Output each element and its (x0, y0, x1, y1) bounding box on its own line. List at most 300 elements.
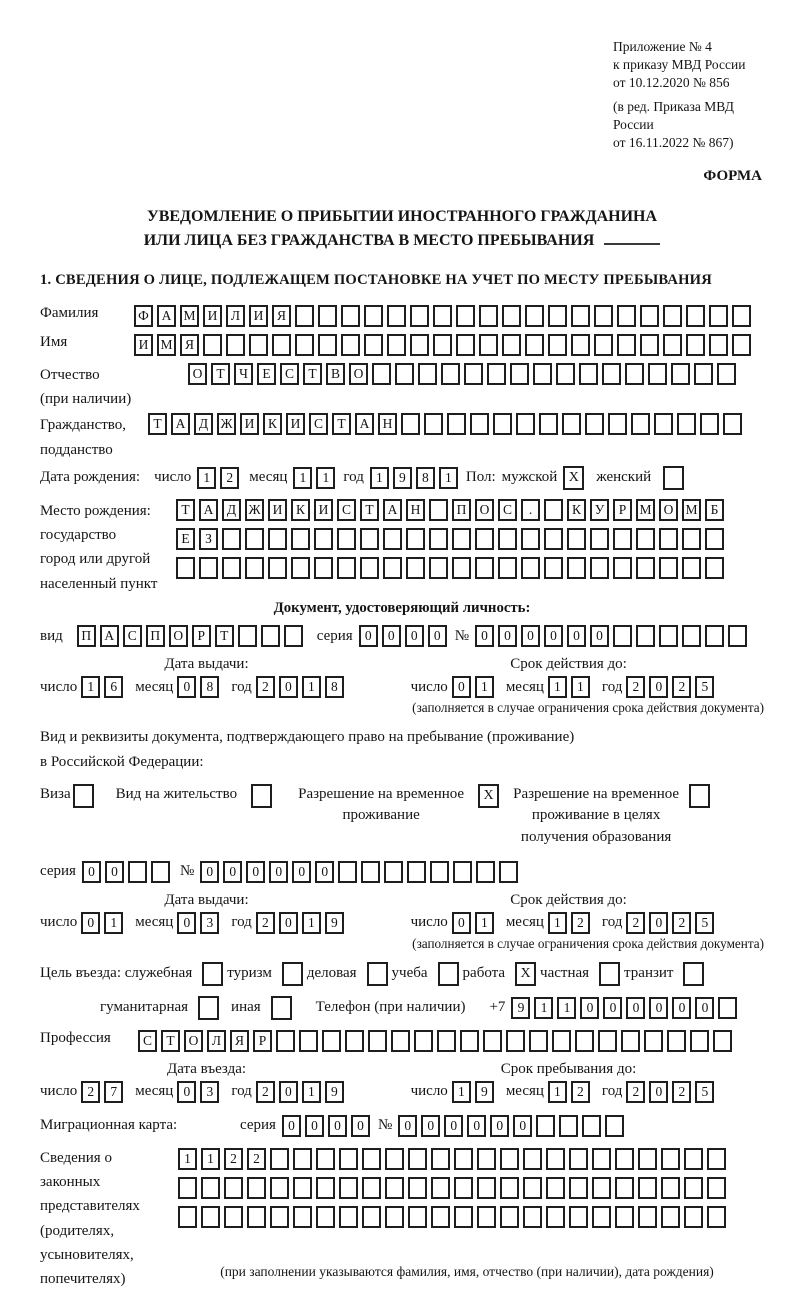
char-box[interactable] (569, 1148, 588, 1170)
char-box[interactable] (682, 528, 701, 550)
stay-year[interactable] (626, 1081, 718, 1103)
char-box[interactable]: 2 (256, 912, 275, 934)
char-box[interactable]: Н (406, 499, 425, 521)
char-box[interactable] (339, 1177, 358, 1199)
char-box[interactable] (361, 861, 380, 883)
char-box[interactable]: И (314, 499, 333, 521)
representatives-cells-row3[interactable] (178, 1206, 730, 1228)
char-box[interactable] (270, 1177, 289, 1199)
char-box[interactable] (663, 305, 682, 327)
char-box[interactable]: А (199, 499, 218, 521)
char-box[interactable]: Ж (245, 499, 264, 521)
char-box[interactable]: И (203, 305, 222, 327)
char-box[interactable]: 8 (325, 676, 344, 698)
char-box[interactable]: П (77, 625, 96, 647)
char-box[interactable] (617, 334, 636, 356)
char-box[interactable] (295, 305, 314, 327)
char-box[interactable] (636, 625, 655, 647)
char-box[interactable] (316, 1206, 335, 1228)
char-box[interactable] (224, 1206, 243, 1228)
char-box[interactable] (533, 363, 552, 385)
char-box[interactable] (661, 1148, 680, 1170)
char-box[interactable] (506, 1030, 525, 1052)
char-box[interactable]: О (169, 625, 188, 647)
char-box[interactable] (569, 1177, 588, 1199)
char-box[interactable] (339, 1206, 358, 1228)
char-box[interactable] (477, 1206, 496, 1228)
char-box[interactable] (226, 334, 245, 356)
char-box[interactable]: 0 (105, 861, 124, 883)
char-box[interactable] (638, 1177, 657, 1199)
char-box[interactable] (464, 363, 483, 385)
char-box[interactable]: 3 (200, 912, 219, 934)
char-box[interactable] (385, 1148, 404, 1170)
char-box[interactable] (615, 1206, 634, 1228)
char-box[interactable]: 9 (511, 997, 530, 1019)
char-box[interactable] (429, 557, 448, 579)
char-box[interactable]: 1 (81, 676, 100, 698)
char-box[interactable]: С (280, 363, 299, 385)
char-box[interactable] (717, 363, 736, 385)
residence-valid-day[interactable] (452, 912, 498, 934)
stay-day[interactable] (452, 1081, 498, 1103)
char-box[interactable] (732, 334, 751, 356)
char-box[interactable] (401, 413, 420, 435)
char-box[interactable]: 1 (557, 997, 576, 1019)
char-box[interactable] (387, 334, 406, 356)
birth-year-cells[interactable] (370, 467, 462, 489)
doc-kind-cells[interactable] (77, 625, 307, 647)
char-box[interactable] (384, 861, 403, 883)
purpose-humanitarian-checkbox[interactable] (198, 996, 219, 1020)
char-box[interactable] (539, 413, 558, 435)
char-box[interactable] (470, 413, 489, 435)
char-box[interactable] (475, 557, 494, 579)
char-box[interactable]: 2 (626, 912, 645, 934)
char-box[interactable]: Л (226, 305, 245, 327)
purpose-official-checkbox[interactable] (202, 962, 223, 986)
char-box[interactable]: Т (360, 499, 379, 521)
char-box[interactable] (644, 1030, 663, 1052)
char-box[interactable] (579, 363, 598, 385)
char-box[interactable] (567, 557, 586, 579)
char-box[interactable]: 1 (548, 1081, 567, 1103)
char-box[interactable] (663, 334, 682, 356)
char-box[interactable] (523, 1148, 542, 1170)
char-box[interactable]: 0 (269, 861, 288, 883)
residence-issue-day[interactable] (81, 912, 127, 934)
char-box[interactable] (544, 499, 563, 521)
char-box[interactable]: И (134, 334, 153, 356)
char-box[interactable] (705, 625, 724, 647)
char-box[interactable]: 0 (359, 625, 378, 647)
char-box[interactable]: 1 (548, 912, 567, 934)
char-box[interactable]: С (123, 625, 142, 647)
char-box[interactable] (433, 305, 452, 327)
char-box[interactable] (487, 363, 506, 385)
char-box[interactable]: 3 (200, 1081, 219, 1103)
doc-valid-day[interactable] (452, 676, 498, 698)
char-box[interactable]: 0 (672, 997, 691, 1019)
char-box[interactable] (316, 1177, 335, 1199)
char-box[interactable] (383, 557, 402, 579)
char-box[interactable] (638, 1206, 657, 1228)
char-box[interactable] (276, 1030, 295, 1052)
char-box[interactable] (479, 334, 498, 356)
char-box[interactable] (372, 363, 391, 385)
char-box[interactable]: 1 (534, 997, 553, 1019)
char-box[interactable]: 0 (315, 861, 334, 883)
char-box[interactable] (431, 1148, 450, 1170)
char-box[interactable] (571, 305, 590, 327)
char-box[interactable]: И (240, 413, 259, 435)
sex-male-checkbox[interactable]: X (563, 466, 584, 490)
char-box[interactable]: 0 (246, 861, 265, 883)
char-box[interactable] (408, 1177, 427, 1199)
char-box[interactable]: О (188, 363, 207, 385)
doc-issue-day[interactable] (81, 676, 127, 698)
char-box[interactable] (452, 528, 471, 550)
char-box[interactable] (383, 528, 402, 550)
char-box[interactable]: 0 (452, 676, 471, 698)
char-box[interactable]: 0 (279, 676, 298, 698)
char-box[interactable]: 1 (293, 467, 312, 489)
char-box[interactable] (222, 557, 241, 579)
birth-month-cells[interactable] (293, 467, 339, 489)
char-box[interactable] (516, 413, 535, 435)
char-box[interactable] (249, 334, 268, 356)
visa-checkbox[interactable] (73, 784, 94, 808)
char-box[interactable] (429, 499, 448, 521)
char-box[interactable] (684, 1148, 703, 1170)
char-box[interactable]: Б (705, 499, 724, 521)
char-box[interactable]: 0 (513, 1115, 532, 1137)
char-box[interactable] (723, 413, 742, 435)
char-box[interactable]: К (567, 499, 586, 521)
char-box[interactable] (523, 1206, 542, 1228)
char-box[interactable]: Ф (134, 305, 153, 327)
doc-valid-month[interactable] (548, 676, 594, 698)
char-box[interactable]: 8 (200, 676, 219, 698)
char-box[interactable] (707, 1206, 726, 1228)
char-box[interactable] (499, 861, 518, 883)
char-box[interactable] (475, 528, 494, 550)
char-box[interactable]: 2 (571, 1081, 590, 1103)
migration-series-cells[interactable] (282, 1115, 374, 1137)
char-box[interactable] (556, 363, 575, 385)
char-box[interactable] (291, 528, 310, 550)
temp-residence-education-checkbox[interactable] (689, 784, 710, 808)
char-box[interactable] (659, 557, 678, 579)
char-box[interactable] (569, 1206, 588, 1228)
char-box[interactable]: 2 (256, 676, 275, 698)
char-box[interactable] (407, 861, 426, 883)
char-box[interactable] (238, 625, 257, 647)
char-box[interactable]: 2 (626, 676, 645, 698)
representatives-cells-row2[interactable] (178, 1177, 730, 1199)
char-box[interactable] (295, 334, 314, 356)
char-box[interactable] (590, 557, 609, 579)
char-box[interactable] (638, 1148, 657, 1170)
char-box[interactable]: 0 (223, 861, 242, 883)
char-box[interactable] (686, 305, 705, 327)
residence-issue-month[interactable] (177, 912, 223, 934)
char-box[interactable] (362, 1148, 381, 1170)
char-box[interactable]: 7 (104, 1081, 123, 1103)
char-box[interactable] (477, 1148, 496, 1170)
char-box[interactable] (447, 413, 466, 435)
char-box[interactable] (575, 1030, 594, 1052)
char-box[interactable] (636, 528, 655, 550)
char-box[interactable]: 0 (305, 1115, 324, 1137)
char-box[interactable] (648, 363, 667, 385)
char-box[interactable] (732, 305, 751, 327)
char-box[interactable] (659, 625, 678, 647)
char-box[interactable] (408, 1148, 427, 1170)
char-box[interactable]: 2 (81, 1081, 100, 1103)
char-box[interactable] (268, 557, 287, 579)
char-box[interactable] (454, 1206, 473, 1228)
char-box[interactable]: Д (222, 499, 241, 521)
char-box[interactable] (625, 363, 644, 385)
char-box[interactable]: В (326, 363, 345, 385)
char-box[interactable] (546, 1177, 565, 1199)
birth-day-cells[interactable] (197, 467, 243, 489)
entry-month[interactable] (177, 1081, 223, 1103)
purpose-work-checkbox[interactable]: X (515, 962, 536, 986)
char-box[interactable]: 0 (590, 625, 609, 647)
purpose-study-checkbox[interactable] (438, 962, 459, 986)
purpose-transit-checkbox[interactable] (683, 962, 704, 986)
char-box[interactable]: 0 (81, 912, 100, 934)
char-box[interactable]: Р (253, 1030, 272, 1052)
char-box[interactable]: 1 (197, 467, 216, 489)
char-box[interactable] (284, 625, 303, 647)
char-box[interactable] (592, 1177, 611, 1199)
char-box[interactable]: Е (257, 363, 276, 385)
char-box[interactable] (293, 1177, 312, 1199)
char-box[interactable]: С (337, 499, 356, 521)
char-box[interactable] (640, 305, 659, 327)
char-box[interactable] (245, 528, 264, 550)
char-box[interactable] (684, 1177, 703, 1199)
patronymic-cells[interactable] (188, 363, 740, 385)
char-box[interactable]: М (157, 334, 176, 356)
char-box[interactable] (431, 1206, 450, 1228)
char-box[interactable]: 0 (603, 997, 622, 1019)
char-box[interactable]: 1 (178, 1148, 197, 1170)
char-box[interactable]: К (291, 499, 310, 521)
char-box[interactable] (479, 305, 498, 327)
char-box[interactable] (605, 1115, 624, 1137)
char-box[interactable]: Р (613, 499, 632, 521)
char-box[interactable]: 1 (475, 676, 494, 698)
char-box[interactable]: 0 (177, 676, 196, 698)
char-box[interactable]: 2 (247, 1148, 266, 1170)
char-box[interactable]: О (349, 363, 368, 385)
char-box[interactable] (536, 1115, 555, 1137)
char-box[interactable] (598, 1030, 617, 1052)
char-box[interactable]: 0 (398, 1115, 417, 1137)
char-box[interactable] (316, 1148, 335, 1170)
char-box[interactable] (631, 413, 650, 435)
char-box[interactable]: 2 (672, 912, 691, 934)
char-box[interactable] (339, 1148, 358, 1170)
char-box[interactable]: Т (215, 625, 234, 647)
char-box[interactable]: 9 (393, 467, 412, 489)
char-box[interactable]: 0 (649, 676, 668, 698)
char-box[interactable]: С (309, 413, 328, 435)
char-box[interactable]: . (521, 499, 540, 521)
char-box[interactable] (567, 528, 586, 550)
char-box[interactable] (314, 528, 333, 550)
citizenship-cells[interactable] (148, 413, 746, 435)
char-box[interactable] (387, 305, 406, 327)
char-box[interactable]: З (199, 528, 218, 550)
residence-valid-year[interactable] (626, 912, 718, 934)
residence-series-cells[interactable] (82, 861, 174, 883)
char-box[interactable]: 0 (428, 625, 447, 647)
char-box[interactable]: 1 (475, 912, 494, 934)
char-box[interactable]: 1 (302, 912, 321, 934)
char-box[interactable] (582, 1115, 601, 1137)
char-box[interactable]: 2 (224, 1148, 243, 1170)
char-box[interactable] (700, 413, 719, 435)
char-box[interactable] (728, 625, 747, 647)
char-box[interactable]: 1 (439, 467, 458, 489)
char-box[interactable]: 2 (672, 676, 691, 698)
char-box[interactable] (293, 1148, 312, 1170)
char-box[interactable] (500, 1177, 519, 1199)
char-box[interactable]: 0 (200, 861, 219, 883)
char-box[interactable] (525, 305, 544, 327)
char-box[interactable] (521, 528, 540, 550)
char-box[interactable] (690, 1030, 709, 1052)
char-box[interactable]: И (286, 413, 305, 435)
char-box[interactable]: Ч (234, 363, 253, 385)
char-box[interactable] (268, 528, 287, 550)
char-box[interactable] (718, 997, 737, 1019)
char-box[interactable]: Н (378, 413, 397, 435)
char-box[interactable]: А (157, 305, 176, 327)
char-box[interactable] (559, 1115, 578, 1137)
char-box[interactable]: 1 (571, 676, 590, 698)
char-box[interactable] (176, 557, 195, 579)
char-box[interactable]: 0 (649, 997, 668, 1019)
char-box[interactable] (368, 1030, 387, 1052)
char-box[interactable] (341, 334, 360, 356)
char-box[interactable]: 2 (256, 1081, 275, 1103)
char-box[interactable]: И (249, 305, 268, 327)
char-box[interactable] (291, 557, 310, 579)
char-box[interactable] (661, 1206, 680, 1228)
doc-number-cells[interactable] (475, 625, 751, 647)
char-box[interactable]: 1 (548, 676, 567, 698)
doc-issue-year[interactable] (256, 676, 348, 698)
char-box[interactable] (247, 1177, 266, 1199)
char-box[interactable]: 0 (490, 1115, 509, 1137)
char-box[interactable] (391, 1030, 410, 1052)
char-box[interactable]: 0 (498, 625, 517, 647)
char-box[interactable]: Л (207, 1030, 226, 1052)
char-box[interactable]: 1 (104, 912, 123, 934)
char-box[interactable] (640, 334, 659, 356)
char-box[interactable]: 0 (382, 625, 401, 647)
char-box[interactable]: 8 (416, 467, 435, 489)
char-box[interactable] (362, 1177, 381, 1199)
char-box[interactable] (460, 1030, 479, 1052)
char-box[interactable] (318, 334, 337, 356)
char-box[interactable]: С (138, 1030, 157, 1052)
char-box[interactable]: Т (148, 413, 167, 435)
phone-cells[interactable] (511, 997, 741, 1019)
char-box[interactable] (454, 1177, 473, 1199)
migration-number-cells[interactable] (398, 1115, 628, 1137)
char-box[interactable] (385, 1206, 404, 1228)
char-box[interactable]: М (636, 499, 655, 521)
char-box[interactable] (299, 1030, 318, 1052)
char-box[interactable] (709, 334, 728, 356)
char-box[interactable] (483, 1030, 502, 1052)
char-box[interactable]: М (682, 499, 701, 521)
char-box[interactable]: А (171, 413, 190, 435)
char-box[interactable] (430, 861, 449, 883)
char-box[interactable] (615, 1148, 634, 1170)
char-box[interactable]: 5 (695, 676, 714, 698)
entry-day[interactable] (81, 1081, 127, 1103)
char-box[interactable] (613, 625, 632, 647)
char-box[interactable]: Т (161, 1030, 180, 1052)
purpose-other-checkbox[interactable] (271, 996, 292, 1020)
char-box[interactable] (293, 1206, 312, 1228)
char-box[interactable] (617, 305, 636, 327)
char-box[interactable] (585, 413, 604, 435)
sex-female-checkbox[interactable] (663, 466, 684, 490)
char-box[interactable]: 0 (82, 861, 101, 883)
residence-issue-year[interactable] (256, 912, 348, 934)
char-box[interactable] (525, 334, 544, 356)
char-box[interactable]: 1 (452, 1081, 471, 1103)
char-box[interactable] (621, 1030, 640, 1052)
char-box[interactable]: 0 (580, 997, 599, 1019)
char-box[interactable] (571, 334, 590, 356)
char-box[interactable]: 5 (695, 1081, 714, 1103)
char-box[interactable]: 2 (571, 912, 590, 934)
char-box[interactable] (552, 1030, 571, 1052)
char-box[interactable] (521, 557, 540, 579)
char-box[interactable]: М (180, 305, 199, 327)
char-box[interactable]: 0 (282, 1115, 301, 1137)
char-box[interactable]: 0 (544, 625, 563, 647)
char-box[interactable] (615, 1177, 634, 1199)
char-box[interactable] (385, 1177, 404, 1199)
char-box[interactable] (429, 528, 448, 550)
char-box[interactable] (151, 861, 170, 883)
char-box[interactable]: 0 (467, 1115, 486, 1137)
char-box[interactable] (590, 528, 609, 550)
char-box[interactable]: С (498, 499, 517, 521)
char-box[interactable]: Т (303, 363, 322, 385)
char-box[interactable] (245, 557, 264, 579)
char-box[interactable] (707, 1148, 726, 1170)
char-box[interactable] (322, 1030, 341, 1052)
char-box[interactable] (437, 1030, 456, 1052)
char-box[interactable]: Ж (217, 413, 236, 435)
char-box[interactable]: 0 (649, 912, 668, 934)
char-box[interactable]: 9 (325, 912, 344, 934)
char-box[interactable] (452, 557, 471, 579)
char-box[interactable] (247, 1206, 266, 1228)
